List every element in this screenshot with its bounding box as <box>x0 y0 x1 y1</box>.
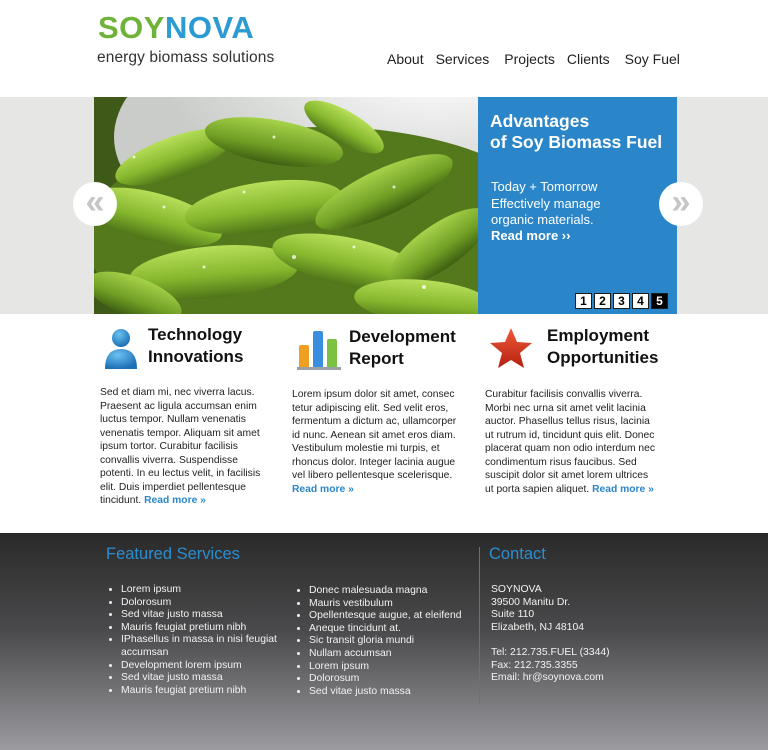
feature-title-development <box>349 326 456 370</box>
hero-body-line1: Today + Tomorrow <box>491 179 598 194</box>
nav-clients[interactable]: Clients <box>566 51 610 67</box>
read-more-development[interactable]: Read more » <box>292 483 354 495</box>
service-link[interactable]: • Donec malesuada magna <box>309 585 489 598</box>
contact-tel: Tel: 212.735.FUEL (3344) <box>491 646 610 658</box>
feature-title-technology <box>148 324 243 368</box>
contact-city: Elizabeth, NJ 48104 <box>491 621 584 633</box>
service-link[interactable]: • Lorem ipsum <box>121 584 297 597</box>
main-nav <box>387 51 680 67</box>
star-icon <box>488 326 534 375</box>
service-link[interactable]: • Sic transit gloria mundi <box>309 635 489 648</box>
feature-title-employment-line2: Opportunities <box>547 348 659 367</box>
service-link[interactable]: • Nullam accumsan <box>309 648 489 661</box>
read-more-technology[interactable]: Read more » <box>144 495 206 506</box>
service-link[interactable]: • IPhasellus in massa in nisi feugiat accumsan <box>121 634 297 659</box>
hero-title-line2: of Soy Biomass Fuel <box>490 132 663 152</box>
contact-company: SOYNOVA <box>491 584 542 595</box>
feature-text-development <box>292 388 462 496</box>
double-chevron-left-icon[interactable]: « <box>73 182 117 226</box>
service-link[interactable]: • Mauris feugiat pretium nibh <box>121 622 297 635</box>
service-link[interactable]: • Sed vitae justo massa <box>121 672 297 685</box>
feature-title-development-line1: Development <box>349 327 456 346</box>
hero-panel <box>478 97 677 314</box>
feature-title-employment-line1: Employment <box>547 326 650 345</box>
feature-title-technology-line2: Innovations <box>148 347 244 366</box>
service-link[interactable]: • Development lorem ipsum <box>121 660 297 673</box>
feature-body-employment: Curabitur facilisis convallis viverra. Morbi nec urna sit amet velit lacinia auctor. Phasellus tellus risus, lacinia ut rutrum id, tincidunt quis elit. Donec placerat quam non odio interdum nec condimentum risus faucibus. Sed suscipit dolor sit amet lorem ultrices ut porta sapien aliquet. <box>485 389 656 495</box>
tagline: energy biomass solutions <box>97 49 275 66</box>
hero-photo <box>94 97 478 314</box>
service-link[interactable]: • Dolorosum <box>121 597 297 610</box>
contact-email[interactable]: Email: hr@soynova.com <box>491 672 604 684</box>
service-link[interactable]: • Dolorosum <box>309 673 489 686</box>
featured-services-list-right <box>296 585 489 698</box>
feature-title-development-line2: Report <box>349 349 404 368</box>
pager-5[interactable]: 5 <box>651 293 668 309</box>
contact-spacer <box>491 634 610 647</box>
contact-address2: Suite 110 <box>491 609 535 621</box>
featured-services-list-left <box>108 584 297 697</box>
hero-body <box>491 179 671 229</box>
hero-read-more-link[interactable]: Read more ›› <box>491 228 571 243</box>
feature-text-technology <box>100 386 268 508</box>
service-link[interactable]: • Sed vitae justo massa <box>309 686 489 699</box>
feature-title-technology-line1: Technology <box>148 325 243 344</box>
service-link[interactable]: • Sed vitae justo massa <box>121 609 297 622</box>
contact-block <box>491 584 610 685</box>
hero-body-line2: Effectively manage <box>491 195 601 211</box>
feature-body-development: Lorem ipsum dolor sit amet, consec tetur adipiscing elit. Sed velit eros, fermentum a dictum ac, ullamcorper id nunc. Aenean sit amet eros diam. Vestibulum molestie mi turpis, et rhoncus dolor. Integer lacinia augue vel libero pellentesque scelerisque. <box>292 389 457 481</box>
logo-soy: SOY <box>98 10 165 45</box>
hero-title-line1: Advantages <box>490 111 590 131</box>
service-link[interactable]: • Mauris feugiat pretium nibh <box>121 685 297 698</box>
contact-address1: 39500 Manitu Dr. <box>491 596 571 608</box>
logo-wordmark <box>98 12 254 44</box>
nav-projects[interactable]: Projects <box>504 51 555 67</box>
pager-3[interactable]: 3 <box>613 293 630 309</box>
logo-nova: NOVA <box>164 10 255 45</box>
edamame-photo-icon <box>94 97 478 314</box>
service-link[interactable]: • Mauris vestibulum <box>309 598 489 611</box>
pager-2[interactable]: 2 <box>594 293 611 309</box>
feature-title-employment <box>547 325 658 369</box>
slide-pager <box>575 293 670 309</box>
pager-1[interactable]: 1 <box>575 293 592 309</box>
featured-services-heading: Featured Services <box>106 545 240 563</box>
bar-chart-icon <box>297 327 341 376</box>
feature-text-employment <box>485 388 657 496</box>
service-link[interactable]: • Opellentesque augue, at eleifend <box>309 610 489 623</box>
contact-heading: Contact <box>489 545 546 563</box>
logo[interactable] <box>98 12 254 44</box>
service-link[interactable]: • Aneque tincidunt at. <box>309 623 489 636</box>
feature-body-technology: Sed et diam mi, nec viverra lacus. Praesent ac ligula accumsan enim luctus tempor. Nullam venenatis venenatis tempor. Aliquam sit amet ipsum tortor. Curabitur facilisis convallis viverra. Suspendisse potenti. In eu lectus velit, in facilisis elit. Duis imperdiet pellentesque tincidunt. <box>100 387 261 506</box>
double-chevron-right-icon[interactable]: » <box>659 182 703 226</box>
contact-fax: Fax: 212.735.3355 <box>491 659 578 671</box>
nav-about[interactable]: About <box>387 51 424 67</box>
nav-services[interactable]: Services <box>435 51 490 67</box>
nav-soy-fuel[interactable]: Soy Fuel <box>624 51 680 67</box>
pager-4[interactable]: 4 <box>632 293 649 309</box>
person-icon <box>102 327 140 376</box>
service-link[interactable]: • Lorem ipsum <box>309 661 489 674</box>
hero-body-line3: organic materials. <box>491 212 594 227</box>
hero-title <box>490 111 675 153</box>
read-more-employment[interactable]: Read more » <box>592 483 654 495</box>
